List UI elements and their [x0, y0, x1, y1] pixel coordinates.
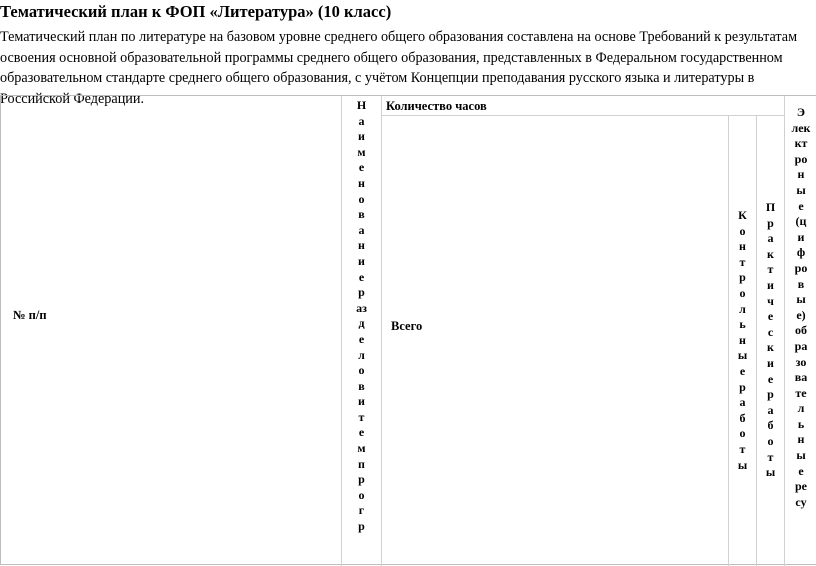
vertical-text-fragment: б: [739, 410, 746, 425]
vertical-text-fragment: о: [358, 363, 365, 378]
vertical-text-fragment: и: [358, 394, 365, 409]
header-cell-total: [382, 116, 729, 566]
vertical-text-fragment: е: [798, 463, 804, 478]
vertical-text-fragment: а: [739, 395, 746, 410]
vertical-text-fragment: н: [358, 175, 365, 190]
vertical-text-fragment: р: [358, 519, 365, 534]
vertical-text-fragment: в: [358, 207, 365, 222]
vertical-text-fragment: лек: [791, 120, 811, 135]
vertical-text-fragment: к: [767, 340, 774, 355]
vertical-text-fragment: л: [739, 301, 746, 316]
header-hours-label: Количество часов: [386, 99, 487, 113]
vertical-text-fragment: е: [358, 269, 365, 284]
vertical-text-fragment: о: [358, 487, 365, 502]
vertical-text-fragment: т: [767, 262, 774, 277]
vertical-text-fragment: и: [797, 229, 805, 244]
vertical-text-fragment: о: [739, 285, 746, 300]
header-cell-electronic-resources: [785, 96, 816, 566]
vertical-text-fragment: и: [358, 129, 365, 144]
vertical-text-fragment: о: [767, 433, 774, 448]
header-section-name-label: [342, 98, 381, 535]
vertical-text-fragment: в: [797, 276, 805, 291]
vertical-text-fragment: н: [739, 239, 746, 254]
vertical-text-fragment: а: [767, 402, 774, 417]
vertical-text-fragment: ра: [794, 338, 808, 353]
vertical-text-fragment: а: [358, 113, 365, 128]
vertical-text-fragment: ы: [737, 348, 748, 363]
header-cell-control-works: [729, 116, 757, 566]
vertical-text-fragment: л: [797, 401, 805, 416]
vertical-text-fragment: ы: [737, 457, 748, 472]
vertical-text-fragment: т: [358, 409, 365, 424]
vertical-text-fragment: к: [767, 246, 774, 261]
vertical-text-fragment: м: [357, 441, 366, 456]
vertical-text-fragment: е: [358, 331, 365, 346]
header-electronic-resources-label: [785, 105, 816, 510]
vertical-text-fragment: н: [358, 238, 365, 253]
vertical-text-fragment: с: [767, 324, 774, 339]
document-intro-paragraph: Тематический план по литературе на базовом уровне среднего общего образования составлена на основе Требований к результатам освоения основной образовательной программы среднего общего образования, представленных в Федеральном государственном образовательном стандарте среднего общего образования, с учётом Концепции преподавания русского языка и литературы в Российской Федерации.: [0, 29, 798, 107]
vertical-text-fragment: д: [358, 316, 365, 331]
vertical-text-fragment: аз: [356, 300, 367, 315]
vertical-text-fragment: о: [739, 223, 746, 238]
header-number-label: № п/п: [13, 308, 47, 322]
document-title: Тематический план к ФОП «Литература» (10 класс): [0, 2, 392, 21]
vertical-text-fragment: т: [739, 254, 746, 269]
vertical-text-fragment: зо: [795, 354, 807, 369]
vertical-text-fragment: е: [798, 198, 804, 213]
vertical-text-fragment: Н: [356, 98, 367, 112]
vertical-text-fragment: а: [767, 231, 774, 246]
vertical-text-fragment: те: [795, 385, 807, 400]
vertical-text-fragment: е: [358, 425, 365, 440]
vertical-text-fragment: Э: [796, 105, 806, 119]
vertical-text-fragment: и: [767, 355, 774, 370]
vertical-text-fragment: и: [358, 253, 365, 268]
vertical-text-fragment: ч: [767, 293, 774, 308]
vertical-text-fragment: б: [767, 418, 774, 433]
vertical-text-fragment: т: [767, 449, 774, 464]
header-cell-number: [1, 96, 342, 566]
vertical-text-fragment: р: [739, 379, 746, 394]
header-control-works-label: [729, 208, 756, 473]
vertical-text-fragment: ф: [796, 245, 806, 260]
header-cell-hours: [382, 96, 785, 116]
vertical-text-fragment: р: [358, 285, 365, 300]
header-cell-section-name: [342, 96, 382, 566]
vertical-text-fragment: е): [796, 307, 806, 322]
vertical-text-fragment: р: [767, 215, 774, 230]
vertical-text-fragment: о: [739, 426, 746, 441]
vertical-text-fragment: кт: [794, 136, 808, 151]
vertical-text-fragment: ро: [794, 151, 808, 166]
vertical-text-fragment: ы: [765, 465, 776, 480]
vertical-text-fragment: об: [795, 323, 807, 338]
vertical-text-fragment: ре: [795, 479, 807, 494]
vertical-text-fragment: о: [358, 191, 365, 206]
vertical-text-fragment: (ц: [795, 214, 807, 229]
vertical-text-fragment: ы: [796, 182, 806, 197]
vertical-text-fragment: су: [795, 494, 807, 509]
vertical-text-fragment: ва: [794, 370, 808, 385]
vertical-text-fragment: р: [358, 472, 365, 487]
vertical-text-fragment: П: [765, 200, 776, 214]
vertical-text-fragment: ро: [794, 260, 808, 275]
vertical-text-fragment: в: [358, 378, 365, 393]
vertical-text-fragment: е: [358, 160, 365, 175]
vertical-text-fragment: т: [739, 441, 746, 456]
vertical-text-fragment: а: [358, 222, 365, 237]
vertical-text-fragment: г: [358, 503, 365, 518]
vertical-text-fragment: л: [358, 347, 365, 362]
vertical-text-fragment: н: [797, 432, 805, 447]
header-total-label: Всего: [391, 319, 423, 333]
vertical-text-fragment: е: [767, 371, 774, 386]
header-practical-works-label: [757, 200, 784, 481]
vertical-text-fragment: е: [739, 363, 746, 378]
vertical-text-fragment: н: [739, 332, 746, 347]
vertical-text-fragment: ы: [796, 292, 806, 307]
vertical-text-fragment: н: [797, 167, 805, 182]
vertical-text-fragment: п: [358, 456, 365, 471]
vertical-text-fragment: м: [357, 144, 366, 159]
header-cell-practical-works: [757, 116, 785, 566]
vertical-text-fragment: и: [767, 277, 774, 292]
vertical-text-fragment: р: [767, 387, 774, 402]
vertical-text-fragment: ы: [796, 448, 806, 463]
vertical-text-fragment: К: [738, 208, 747, 222]
vertical-text-fragment: ь: [739, 317, 746, 332]
vertical-text-fragment: р: [739, 270, 746, 285]
vertical-text-fragment: ь: [797, 416, 805, 431]
vertical-text-fragment: е: [767, 309, 774, 324]
thematic-plan-table: [0, 95, 816, 565]
